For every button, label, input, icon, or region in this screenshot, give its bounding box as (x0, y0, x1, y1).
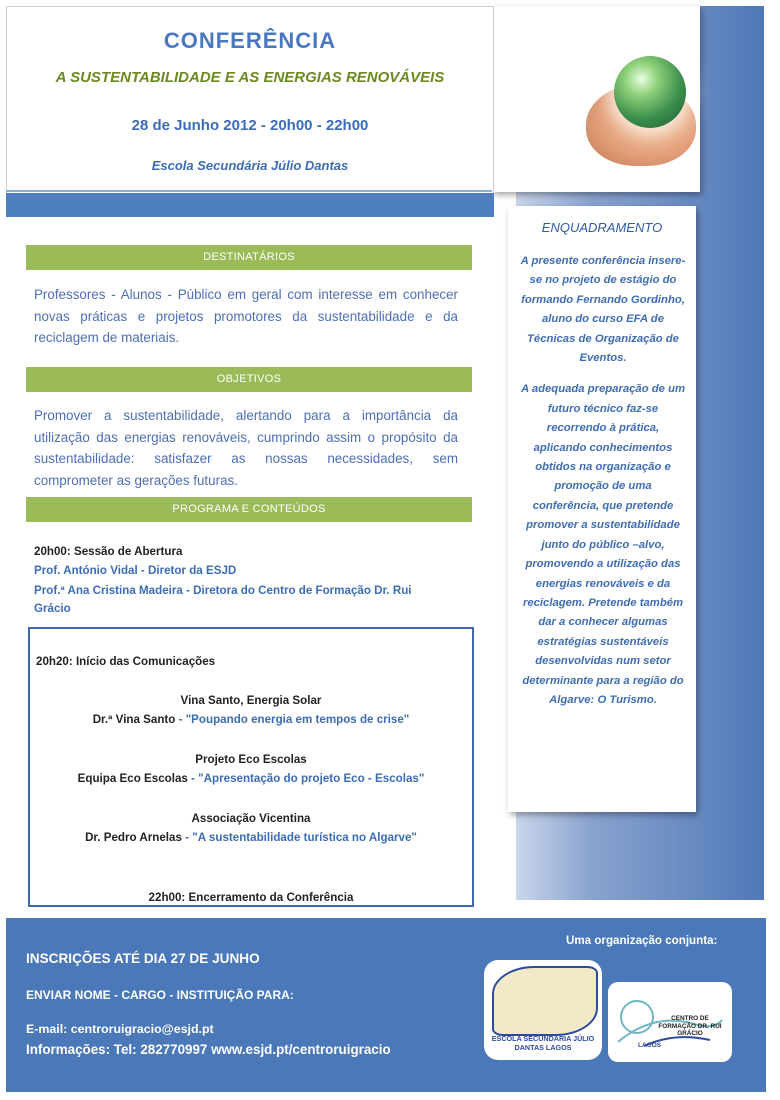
talk1-speaker: Dr.ª Vina Santo (92, 713, 176, 726)
venue: Escola Secundária Júlio Dantas (151, 158, 349, 173)
enquadramento-panel (508, 206, 696, 812)
logo2-name: CENTRO DE FORMAÇÃO DR. RUI GRÁCIO (658, 1015, 722, 1037)
opening-speaker-1: Prof. António Vidal - Diretor da ESJD (34, 564, 237, 577)
training-centre-logo-icon (608, 982, 732, 1062)
logo2-city: LAGOS (638, 1042, 662, 1049)
enquadramento-paragraph-1: A presente conferência insere-se no projeto de estágio do formando Fernando Gordinho, aluno do curso EFA de Técnicas de Organização de Eventos. (520, 255, 686, 365)
talk3-speaker: Dr. Pedro Arnelas (85, 831, 182, 844)
talk2-line (30, 772, 472, 785)
logo1-name: ESCOLA SECUNDÁRIA JÚLIO DANTAS LAGOS (491, 1034, 595, 1052)
registration-deadline: INSCRIÇÕES ATÉ DIA 27 DE JUNHO (26, 951, 260, 966)
organization-label: Uma organização conjunta: (566, 934, 718, 947)
talk2-speaker: Equipa Eco Escolas (77, 772, 188, 785)
talk1-dash: - (175, 713, 186, 726)
header-blue-bar (6, 193, 494, 217)
talk3-topic: "A sustentabilidade turística no Algarve" (192, 831, 417, 844)
talk2-dash: - (187, 772, 199, 785)
date-time: 28 de Junho 2012 - 20h00 - 22h00 (131, 117, 369, 134)
talk1-title: Vina Santo, Energia Solar (180, 694, 322, 707)
talk2-title: Projeto Eco Escolas (195, 753, 307, 766)
destinatarios-text: Professores - Alunos - Público em geral com interesse em conhecer novas práticas e projetos promotores da sustentabilidade e da reciclagem de materiais. (34, 287, 458, 345)
talk2-topic: "Apresentação do projeto Eco - Escolas" (198, 772, 425, 785)
talk1-topic: "Poupando energia em tempos de crise" (185, 713, 410, 726)
talk3-dash: - (181, 831, 193, 844)
info-contact: Informações: Tel: 282770997 www.esjd.pt/centroruigracio (26, 1042, 391, 1057)
enquadramento-paragraph-2: A adequada preparação de um futuro técnico faz-se recorrendo à prática, aplicando conhecimentos obtidos na organização e promoção de uma conferência, que pretende promover a sustentabilidade junto do público –alvo, promovendo a utilização das energias renováveis e da reciclagem. Pretende também dar a conhecer algumas estratégias sustentáveis desenvolvidas num setor determinante para a região do Algarve: O Turismo. (520, 383, 686, 706)
header-divider (6, 190, 492, 192)
closing-session: 22h00: Encerramento da Conferência (148, 891, 354, 904)
globe-in-hands-icon (614, 56, 686, 128)
school-seal-graphic (492, 966, 598, 1036)
enquadramento-text (520, 252, 686, 722)
opening-speaker-2-line2: Grácio (34, 602, 71, 615)
talk3-line (30, 831, 472, 844)
communications-box (28, 627, 474, 907)
objetivos-text: Promover a sustentabilidade, alertando para a importância da utilização das energias renováveis, cumprindo assim o propósito da sustentabilidade: satisfazer as nossas necessidades, sem comprometer as gerações futuras. (34, 408, 458, 488)
email-contact: E-mail: centroruigracio@esjd.pt (26, 1022, 214, 1036)
opening-session: 20h00: Sessão de Abertura (34, 545, 183, 558)
section-heading-destinatarios: DESTINATÁRIOS (26, 245, 472, 270)
communications-start: 20h20: Início das Comunicações (36, 655, 216, 668)
send-info: ENVIAR NOME - CARGO - INSTITUIÇÃO PARA: (26, 988, 294, 1002)
talk3-title: Associação Vicentina (191, 812, 311, 825)
section-heading-objetivos: OBJETIVOS (26, 367, 472, 392)
enquadramento-title: ENQUADRAMENTO (541, 220, 663, 235)
section-heading-programa: PROGRAMA E CONTEÚDOS (26, 497, 472, 522)
talk1-line (30, 713, 472, 726)
opening-speaker-2-line1: Prof.ª Ana Cristina Madeira - Diretora do Centro de Formação Dr. Rui (34, 584, 412, 597)
page-title: CONFERÊNCIA (163, 28, 337, 53)
page-subtitle: A SUSTENTABILIDADE E AS ENERGIAS RENOVÁVEIS (55, 69, 445, 86)
school-seal-icon (484, 960, 602, 1060)
